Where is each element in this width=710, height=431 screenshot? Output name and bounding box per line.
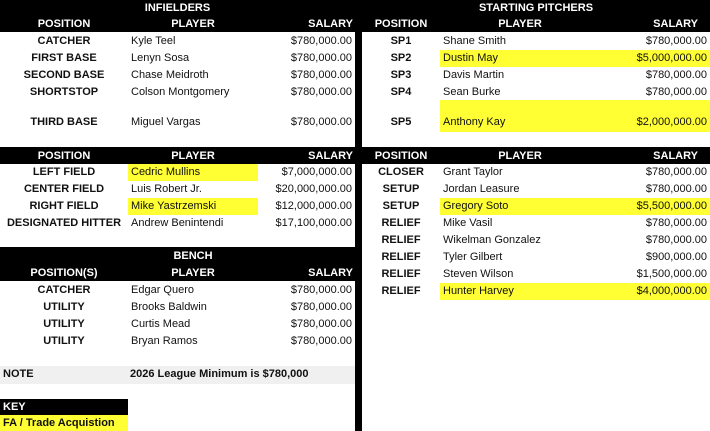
row-position: RELIEF	[381, 251, 421, 263]
row-position: CATCHER	[37, 35, 91, 47]
table-row	[0, 316, 355, 333]
row-player: Colson Montgomery	[131, 86, 230, 98]
col-salary: SALARY	[308, 17, 353, 30]
row-position: RELIEF	[381, 234, 421, 246]
outfielders-header-row	[0, 147, 355, 164]
table-row	[362, 50, 710, 67]
row-position: CLOSER	[378, 166, 424, 178]
table-row	[0, 50, 355, 67]
row-player: Sean Burke	[443, 86, 501, 98]
table-row	[362, 215, 710, 232]
row-salary: $780,000.00	[290, 69, 352, 81]
row-position: SETUP	[382, 183, 420, 195]
row-position: LEFT FIELD	[32, 166, 96, 178]
key-item-label: FA / Trade Acquistion	[3, 417, 115, 429]
bench-title: BENCH	[173, 249, 213, 262]
row-salary: $780,000.00	[645, 166, 707, 178]
row-salary: $7,000,000.00	[281, 166, 352, 178]
col-position: POSITION	[37, 17, 91, 30]
table-row	[0, 333, 355, 350]
table-row	[0, 164, 355, 181]
table-row	[0, 299, 355, 316]
row-salary: $780,000.00	[645, 35, 707, 47]
col-position: POSITION	[37, 149, 91, 162]
note-row	[0, 366, 355, 384]
col-salary: SALARY	[653, 17, 698, 30]
table-row	[0, 67, 355, 84]
row-salary: $20,000,000.00	[275, 183, 352, 195]
row-position: UTILITY	[43, 301, 85, 313]
row-position: UTILITY	[43, 335, 85, 347]
row-salary: $780,000.00	[290, 318, 352, 330]
row-salary: $780,000.00	[290, 335, 352, 347]
row-player: Grant Taylor	[443, 166, 503, 178]
row-player: Tyler Gilbert	[443, 251, 503, 263]
key-item	[0, 415, 128, 431]
row-player: Mike Yastrzemski	[128, 198, 258, 215]
row-player: Brooks Baldwin	[131, 301, 207, 313]
row-position: RELIEF	[381, 268, 421, 280]
row-salary: $780,000.00	[290, 52, 352, 64]
column-divider	[355, 0, 362, 431]
table-row	[0, 198, 355, 215]
infielders-title: INFIELDERS	[144, 1, 211, 14]
row-position: RELIEF	[381, 285, 421, 297]
row-player: Shane Smith	[443, 35, 506, 47]
table-row	[362, 67, 710, 84]
row-salary: $12,000,000.00	[275, 200, 352, 212]
col-salary: SALARY	[653, 149, 698, 162]
row-position: DESIGNATED HITTER	[6, 217, 122, 229]
row-position: SP5	[390, 116, 412, 128]
row-player: Luis Robert Jr.	[131, 183, 202, 195]
row-salary: $780,000.00	[645, 86, 707, 98]
row-player: Davis Martin	[443, 69, 505, 81]
row-salary: $5,000,000.00	[636, 52, 707, 64]
row-player: Dustin May	[440, 50, 710, 67]
row-player: Jordan Leasure	[443, 183, 520, 195]
table-row	[0, 84, 355, 101]
row-player: Hunter Harvey	[440, 283, 710, 300]
row-position: RELIEF	[381, 217, 421, 229]
row-position: SHORTSTOP	[29, 86, 99, 98]
row-position: CENTER FIELD	[23, 183, 105, 195]
bench-title-bar	[0, 247, 355, 264]
table-row	[362, 283, 710, 300]
table-row	[362, 266, 710, 283]
col-salary: SALARY	[308, 149, 353, 162]
row-salary: $2,000,000.00	[636, 116, 707, 128]
row-player: Gregory Soto	[440, 198, 710, 215]
table-row	[362, 181, 710, 198]
table-row	[362, 164, 710, 181]
row-salary: $4,000,000.00	[636, 285, 707, 297]
row-position: SP2	[390, 52, 412, 64]
row-position: SP4	[390, 86, 412, 98]
key-title-bar	[0, 399, 128, 415]
row-position: SP3	[390, 69, 412, 81]
table-row	[362, 84, 710, 101]
row-salary: $780,000.00	[290, 284, 352, 296]
col-player: PLAYER	[498, 17, 542, 30]
row-player: Wikelman Gonzalez	[443, 234, 541, 246]
col-salary: SALARY	[308, 266, 353, 279]
table-row	[0, 215, 355, 232]
row-salary: $780,000.00	[290, 35, 352, 47]
row-salary: $1,500,000.00	[636, 268, 707, 280]
starting-pitchers-title-bar	[362, 0, 710, 15]
bullpen-header-row	[362, 147, 710, 164]
row-position: UTILITY	[43, 318, 85, 330]
row-player: Miguel Vargas	[131, 116, 201, 128]
row-salary: $780,000.00	[645, 217, 707, 229]
table-row	[0, 181, 355, 198]
table-row	[362, 33, 710, 50]
col-player: PLAYER	[171, 149, 215, 162]
note-label: NOTE	[3, 368, 34, 380]
col-player: PLAYER	[171, 266, 215, 279]
col-player: PLAYER	[171, 17, 215, 30]
col-position: POSITION	[374, 149, 428, 162]
row-player: Lenyn Sosa	[131, 52, 190, 64]
row-player: Cedric Mullins	[128, 164, 258, 181]
row-salary: $17,100,000.00	[275, 217, 352, 229]
row-player: Kyle Teel	[131, 35, 176, 47]
row-salary: $900,000.00	[645, 251, 707, 263]
table-row	[362, 232, 710, 249]
col-player: PLAYER	[498, 149, 542, 162]
row-position: SETUP	[382, 200, 420, 212]
row-player: Bryan Ramos	[131, 335, 198, 347]
row-position: SP1	[390, 35, 412, 47]
infielders-title-bar	[0, 0, 355, 15]
row-player: Mike Vasil	[443, 217, 493, 229]
row-salary: $780,000.00	[645, 183, 707, 195]
row-position: CATCHER	[37, 284, 91, 296]
row-player: Chase Meidroth	[131, 69, 209, 81]
row-salary: $780,000.00	[290, 86, 352, 98]
row-salary: $780,000.00	[290, 116, 352, 128]
note-text: 2026 League Minimum is $780,000	[130, 368, 309, 380]
row-position: RIGHT FIELD	[29, 200, 99, 212]
row-position: THIRD BASE	[30, 116, 98, 128]
row-position: FIRST BASE	[31, 52, 97, 64]
table-row	[0, 33, 355, 50]
col-position: POSITION(S)	[30, 266, 98, 279]
row-player: Edgar Quero	[131, 284, 194, 296]
table-row	[362, 100, 710, 132]
row-player: Andrew Benintendi	[131, 217, 224, 229]
infielders-header-row	[0, 15, 355, 32]
row-player: Anthony Kay	[440, 100, 710, 132]
table-row	[0, 114, 355, 131]
starting-pitchers-title: STARTING PITCHERS	[478, 1, 594, 14]
row-player: Steven Wilson	[443, 268, 514, 280]
bench-header-row	[0, 264, 355, 281]
row-position: SECOND BASE	[23, 69, 105, 81]
row-salary: $780,000.00	[645, 69, 707, 81]
starting-pitchers-header-row	[362, 15, 710, 32]
row-salary: $780,000.00	[645, 234, 707, 246]
table-row	[362, 198, 710, 215]
table-row	[0, 282, 355, 299]
table-row	[362, 249, 710, 266]
row-player: Curtis Mead	[131, 318, 191, 330]
row-salary: $780,000.00	[290, 301, 352, 313]
key-title: KEY	[3, 401, 26, 413]
row-salary: $5,500,000.00	[636, 200, 707, 212]
col-position: POSITION	[374, 17, 428, 30]
